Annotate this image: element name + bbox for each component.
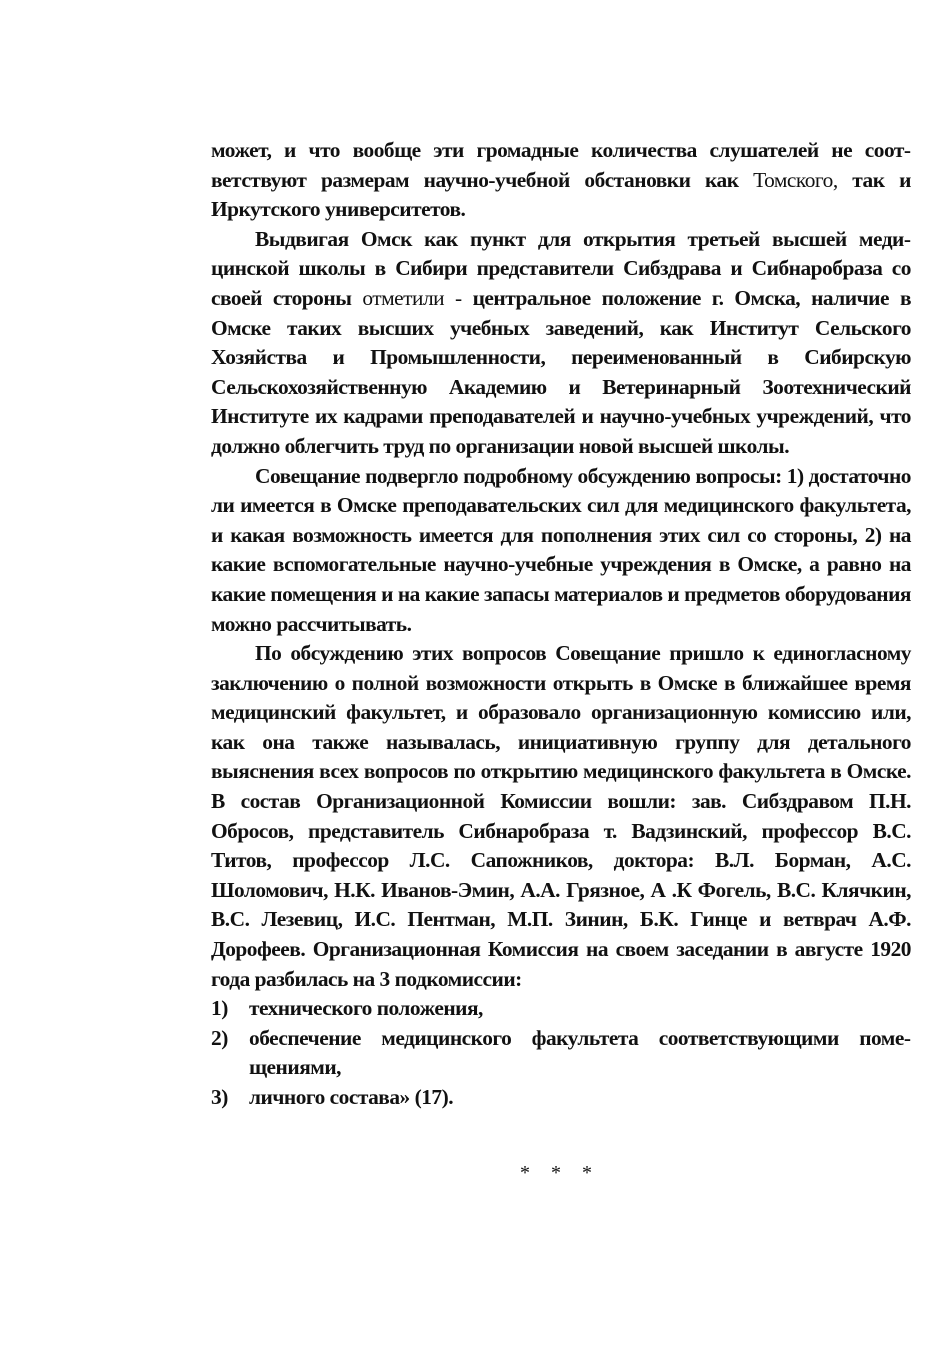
- list-item-text: обеспечение медицинского факультета соответствующими помещениями,: [249, 1025, 911, 1080]
- list-item: [211, 994, 911, 1024]
- list-item-number: 2): [211, 1025, 228, 1050]
- document-body: [211, 136, 911, 1113]
- paragraph-text: центральное положение г. Омска, наличие в Омске таких высших учебных заведений, как Институт Сельского Хозяйства и Промышленности, переименованный в Сибирскую Сельскохозяйственную Академию и Ветеринарный Зоотехнический Институте их кадрами преподавателей и научно-учебных учреждений, что должно облегчить труд по организации новой высшей школы.: [211, 285, 912, 458]
- paragraph-text: так и Иркутского университетов.: [211, 167, 911, 222]
- paragraph-2: [211, 225, 911, 462]
- paragraph-text: Совещание подвергло подробному обсуждению вопросы: 1) достаточно ли имеется в Омске преподавательских сил для медицинского факультета, и какая возможность имеется для пополнения этих сил со стороны, 2) на какие вспомогательные научно-учебные учреждения в Омске, а равно на какие помещения и на какие запасы материалов и предметов оборудования можно рассчитывать.: [211, 463, 911, 636]
- paragraph-text: может, и что вообще эти громадные количества слушателей не соответствуют размерам научно-учебной обстановки как: [211, 138, 911, 192]
- list-item: [211, 1024, 911, 1083]
- list-item-number: 1): [211, 996, 228, 1021]
- list-item-text: личного состава» (17).: [249, 1085, 454, 1109]
- list-item-text: технического положения,: [249, 996, 483, 1021]
- paragraph-1: [211, 136, 911, 225]
- paragraph-text: Выдвигая Омск как пункт для открытия третьей высшей медицинской школы в Сибири представители Сибздрава и Сибнаробраза со своей стороны: [211, 226, 911, 310]
- list-item-number: 3): [211, 1085, 228, 1109]
- subcommission-list: [211, 994, 911, 1112]
- paragraph-4: [211, 639, 911, 994]
- paragraph-text-normal: отметили -: [362, 285, 462, 310]
- paragraph-text: По обсуждению этих вопросов Совещание пришло к единогласному заключению о полной возможности открыть в Омске в ближайшее время медицинский факультет, и образовало организационную комиссию или, как она также называлась, инициативную группу для детального выяснения всех вопросов по открытию медицинского факультета в Омске. В состав Организационной Комиссии вошли: зав. Сибздравом П.Н. Обросов, представитель Сибнаробраза т. Вадзинский, профессор В.С. Титов, профессор Л.С. Сапожников, доктора: В.Л. Борман, А.С. Шоломович, Н.К. Иванов-Эмин, А.А. Грязное, А .К Фогель, В.С. Клячкин, В.С. Лезевиц, И.С. Пентман, М.П. Зинин, Б.К. Гинце и ветврач А.Ф. Дорофеев. Организационная Комиссия на своем заседании в августе 1920 года разбилась на 3 подкомиссии:: [211, 641, 911, 991]
- paragraph-3: [211, 462, 911, 640]
- paragraph-text-normal: Томского,: [753, 167, 838, 192]
- section-separator: * * *: [520, 1162, 600, 1184]
- list-item: [211, 1083, 911, 1113]
